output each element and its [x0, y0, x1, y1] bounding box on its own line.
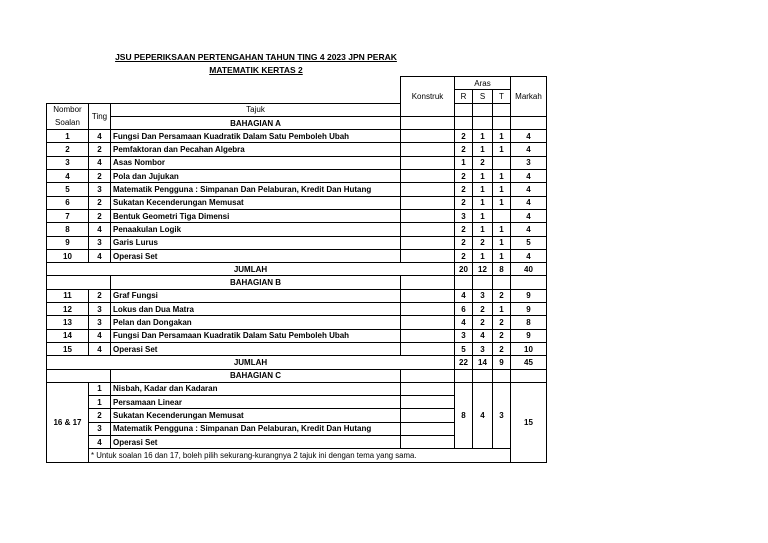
- t-header: T: [493, 90, 511, 103]
- jumlah-markah: 45: [511, 356, 547, 369]
- t-cell: 1: [493, 143, 511, 156]
- konstruk-cell: [401, 289, 455, 302]
- markah-cell: 4: [511, 249, 547, 262]
- t-cell: 2: [493, 329, 511, 342]
- ting-cell: 3: [89, 316, 111, 329]
- konstruk-cell: [401, 209, 455, 222]
- table-row: [47, 130, 547, 143]
- konstruk-cell: [401, 409, 455, 422]
- konstruk-cell: [401, 170, 455, 183]
- r-cell: 4: [455, 289, 473, 302]
- markah-cell: 5: [511, 236, 547, 249]
- jumlah-t: 8: [493, 263, 511, 276]
- t-cell: 1: [493, 236, 511, 249]
- jumlah-markah: 40: [511, 263, 547, 276]
- konstruk-header: Konstruk: [401, 90, 455, 103]
- t-cell: [493, 209, 511, 222]
- tajuk-cell: Matematik Pengguna : Simpanan Dan Pelaburan, Kredit Dan Hutang: [111, 183, 401, 196]
- table-row: [47, 143, 547, 156]
- ting-cell: 1: [89, 382, 111, 395]
- table-row: [47, 196, 547, 209]
- t-cell: 1: [493, 130, 511, 143]
- t-cell: 3: [493, 382, 511, 448]
- markah-header: Markah: [511, 90, 547, 103]
- r-cell: 4: [455, 316, 473, 329]
- table-row: [47, 249, 547, 262]
- tajuk-cell: Lokus dan Dua Matra: [111, 303, 401, 316]
- t-cell: 1: [493, 183, 511, 196]
- tajuk-cell: Garis Lurus: [111, 236, 401, 249]
- header-row-tajuk: [47, 103, 547, 116]
- markah-cell: 4: [511, 196, 547, 209]
- ting-cell: 4: [89, 342, 111, 355]
- ting-cell: 1: [89, 396, 111, 409]
- nombor-cell: 12: [47, 303, 89, 316]
- markah-cell: 9: [511, 329, 547, 342]
- jumlah-row: [47, 263, 547, 276]
- nombor-header-1: Nombor: [47, 103, 89, 116]
- konstruk-cell: [401, 329, 455, 342]
- table-row: [47, 170, 547, 183]
- ting-cell: 4: [89, 329, 111, 342]
- r-cell: 1: [455, 156, 473, 169]
- ting-cell: 4: [89, 436, 111, 449]
- markah-cell: 4: [511, 209, 547, 222]
- s-cell: 2: [473, 236, 493, 249]
- empty-cell: [511, 276, 547, 289]
- tajuk-cell: Graf Fungsi: [111, 289, 401, 302]
- t-cell: 1: [493, 303, 511, 316]
- s-cell: 1: [473, 209, 493, 222]
- empty-cell: [493, 276, 511, 289]
- s-cell: 1: [473, 249, 493, 262]
- r-cell: 2: [455, 196, 473, 209]
- nombor-cell: 13: [47, 316, 89, 329]
- s-header: S: [473, 90, 493, 103]
- note-text: * Untuk soalan 16 dan 17, boleh pilih sekurang-kurangnya 2 tajuk ini dengan tema yang sama.: [89, 449, 511, 462]
- markah-cell: 4: [511, 223, 547, 236]
- markah-cell: 3: [511, 156, 547, 169]
- tajuk-cell: Fungsi Dan Persamaan Kuadratik Dalam Satu Pemboleh Ubah: [111, 329, 401, 342]
- s-cell: 4: [473, 329, 493, 342]
- empty-cell: [47, 276, 111, 289]
- tajuk-cell: Bentuk Geometri Tiga Dimensi: [111, 209, 401, 222]
- aras-header: Aras: [455, 77, 511, 90]
- header-row-rst: [47, 90, 547, 103]
- jumlah-row: [47, 356, 547, 369]
- t-cell: 1: [493, 223, 511, 236]
- nombor-cell: 8: [47, 223, 89, 236]
- empty-cell: [493, 369, 511, 382]
- konstruk-cell: [401, 303, 455, 316]
- konstruk-cell: [401, 143, 455, 156]
- s-cell: 1: [473, 196, 493, 209]
- empty-cell: [455, 369, 473, 382]
- t-cell: [493, 156, 511, 169]
- tajuk-cell: Matematik Pengguna : Simpanan Dan Pelaburan, Kredit Dan Hutang: [111, 422, 401, 435]
- t-cell: 2: [493, 342, 511, 355]
- konstruk-cell: [401, 249, 455, 262]
- ting-cell: 2: [89, 409, 111, 422]
- ting-cell: 3: [89, 422, 111, 435]
- document-subtitle: MATEMATIK KERTAS 2: [209, 65, 303, 75]
- tajuk-cell: Penaakulan Logik: [111, 223, 401, 236]
- jsu-table: [46, 76, 547, 463]
- ting-cell: 3: [89, 236, 111, 249]
- empty-cell: [473, 276, 493, 289]
- konstruk-cell: [401, 196, 455, 209]
- nombor-cell: 16 & 17: [47, 382, 89, 462]
- ting-cell: 2: [89, 143, 111, 156]
- nombor-cell: 14: [47, 329, 89, 342]
- nombor-cell: 4: [47, 170, 89, 183]
- r-cell: 3: [455, 329, 473, 342]
- markah-cell: 8: [511, 316, 547, 329]
- table-row: [47, 342, 547, 355]
- r-cell: 2: [455, 236, 473, 249]
- table-row: [47, 183, 547, 196]
- konstruk-cell: [401, 382, 455, 395]
- konstruk-cell: [401, 422, 455, 435]
- s-cell: 2: [473, 156, 493, 169]
- tajuk-cell: Asas Nombor: [111, 156, 401, 169]
- section-row-a: [47, 116, 547, 129]
- jumlah-t: 9: [493, 356, 511, 369]
- ting-header: Ting: [89, 103, 111, 130]
- tajuk-cell: Nisbah, Kadar dan Kadaran: [111, 382, 401, 395]
- konstruk-cell: [401, 236, 455, 249]
- s-cell: 1: [473, 223, 493, 236]
- konstruk-cell: [401, 183, 455, 196]
- bahagian-b-label: BAHAGIAN B: [111, 276, 401, 289]
- nombor-cell: 7: [47, 209, 89, 222]
- konstruk-cell: [401, 316, 455, 329]
- tajuk-header: Tajuk: [111, 103, 401, 116]
- table-row: [47, 236, 547, 249]
- s-cell: 2: [473, 316, 493, 329]
- section-row-b: [47, 276, 547, 289]
- r-cell: 3: [455, 209, 473, 222]
- markah-cell: 4: [511, 170, 547, 183]
- konstruk-cell: [401, 223, 455, 236]
- konstruk-cell: [401, 342, 455, 355]
- ting-cell: 3: [89, 303, 111, 316]
- nombor-cell: 10: [47, 249, 89, 262]
- markah-cell: 4: [511, 143, 547, 156]
- nombor-cell: 5: [47, 183, 89, 196]
- table-row: [47, 316, 547, 329]
- jumlah-s: 14: [473, 356, 493, 369]
- jumlah-s: 12: [473, 263, 493, 276]
- t-cell: 1: [493, 170, 511, 183]
- ting-cell: 2: [89, 209, 111, 222]
- ting-cell: 2: [89, 289, 111, 302]
- s-cell: 3: [473, 342, 493, 355]
- header-row-aras: [47, 77, 547, 90]
- t-cell: 1: [493, 196, 511, 209]
- tajuk-cell: Operasi Set: [111, 249, 401, 262]
- jumlah-r: 20: [455, 263, 473, 276]
- jumlah-r: 22: [455, 356, 473, 369]
- markah-cell: 10: [511, 342, 547, 355]
- r-cell: 2: [455, 223, 473, 236]
- bahagian-c-label: BAHAGIAN C: [111, 369, 401, 382]
- s-cell: 1: [473, 143, 493, 156]
- t-cell: 1: [493, 249, 511, 262]
- markah-cell: 15: [511, 382, 547, 462]
- s-cell: 1: [473, 183, 493, 196]
- konstruk-cell: [401, 396, 455, 409]
- ting-cell: 3: [89, 183, 111, 196]
- r-cell: 2: [455, 249, 473, 262]
- s-cell: 1: [473, 170, 493, 183]
- r-cell: 2: [455, 143, 473, 156]
- tajuk-cell: Operasi Set: [111, 342, 401, 355]
- table-row: [47, 329, 547, 342]
- markah-cell: 9: [511, 303, 547, 316]
- table-row: [47, 303, 547, 316]
- ting-cell: 4: [89, 156, 111, 169]
- r-cell: 2: [455, 183, 473, 196]
- jumlah-label: JUMLAH: [47, 356, 455, 369]
- tajuk-cell: Fungsi Dan Persamaan Kuadratik Dalam Satu Pemboleh Ubah: [111, 130, 401, 143]
- ting-cell: 2: [89, 170, 111, 183]
- markah-cell: 4: [511, 183, 547, 196]
- r-header: R: [455, 90, 473, 103]
- table-row: [47, 382, 547, 395]
- markah-cell: 4: [511, 130, 547, 143]
- konstruk-header-top: [401, 77, 455, 90]
- empty-cell: [455, 276, 473, 289]
- s-cell: 3: [473, 289, 493, 302]
- konstruk-cell: [401, 156, 455, 169]
- r-cell: 5: [455, 342, 473, 355]
- nombor-cell: 3: [47, 156, 89, 169]
- tajuk-cell: Sukatan Kecenderungan Memusat: [111, 196, 401, 209]
- r-cell: 8: [455, 382, 473, 448]
- document-title: JSU PEPERIKSAAN PERTENGAHAN TAHUN TING 4 2023 JPN PERAK: [115, 52, 397, 62]
- tajuk-cell: Pemfaktoran dan Pecahan Algebra: [111, 143, 401, 156]
- r-cell: 6: [455, 303, 473, 316]
- tajuk-cell: Pola dan Jujukan: [111, 170, 401, 183]
- nombor-cell: 9: [47, 236, 89, 249]
- section-row-c: [47, 369, 547, 382]
- nombor-cell: 11: [47, 289, 89, 302]
- empty-cell: [511, 369, 547, 382]
- tajuk-cell: Sukatan Kecenderungan Memusat: [111, 409, 401, 422]
- r-cell: 2: [455, 170, 473, 183]
- t-cell: 2: [493, 316, 511, 329]
- s-cell: 4: [473, 382, 493, 448]
- empty-cell: [473, 369, 493, 382]
- jsu-table-body: [47, 77, 547, 463]
- table-row: [47, 156, 547, 169]
- ting-cell: 2: [89, 196, 111, 209]
- empty-cell: [401, 369, 455, 382]
- s-cell: 2: [473, 303, 493, 316]
- nombor-header-2: Soalan: [47, 116, 89, 129]
- ting-cell: 4: [89, 130, 111, 143]
- table-row: [47, 289, 547, 302]
- table-row: [47, 223, 547, 236]
- ting-cell: 4: [89, 249, 111, 262]
- note-row: [47, 449, 547, 462]
- empty-cell: [401, 276, 455, 289]
- table-row: [47, 209, 547, 222]
- tajuk-cell: Persamaan Linear: [111, 396, 401, 409]
- nombor-cell: 1: [47, 130, 89, 143]
- tajuk-cell: Pelan dan Dongakan: [111, 316, 401, 329]
- konstruk-cell: [401, 436, 455, 449]
- markah-cell: 9: [511, 289, 547, 302]
- nombor-cell: 6: [47, 196, 89, 209]
- ting-cell: 4: [89, 223, 111, 236]
- r-cell: 2: [455, 130, 473, 143]
- nombor-cell: 2: [47, 143, 89, 156]
- tajuk-cell: Operasi Set: [111, 436, 401, 449]
- empty-cell: [47, 369, 111, 382]
- nombor-cell: 15: [47, 342, 89, 355]
- t-cell: 2: [493, 289, 511, 302]
- bahagian-a-label: BAHAGIAN A: [111, 116, 401, 129]
- konstruk-cell: [401, 130, 455, 143]
- s-cell: 1: [473, 130, 493, 143]
- jumlah-label: JUMLAH: [47, 263, 455, 276]
